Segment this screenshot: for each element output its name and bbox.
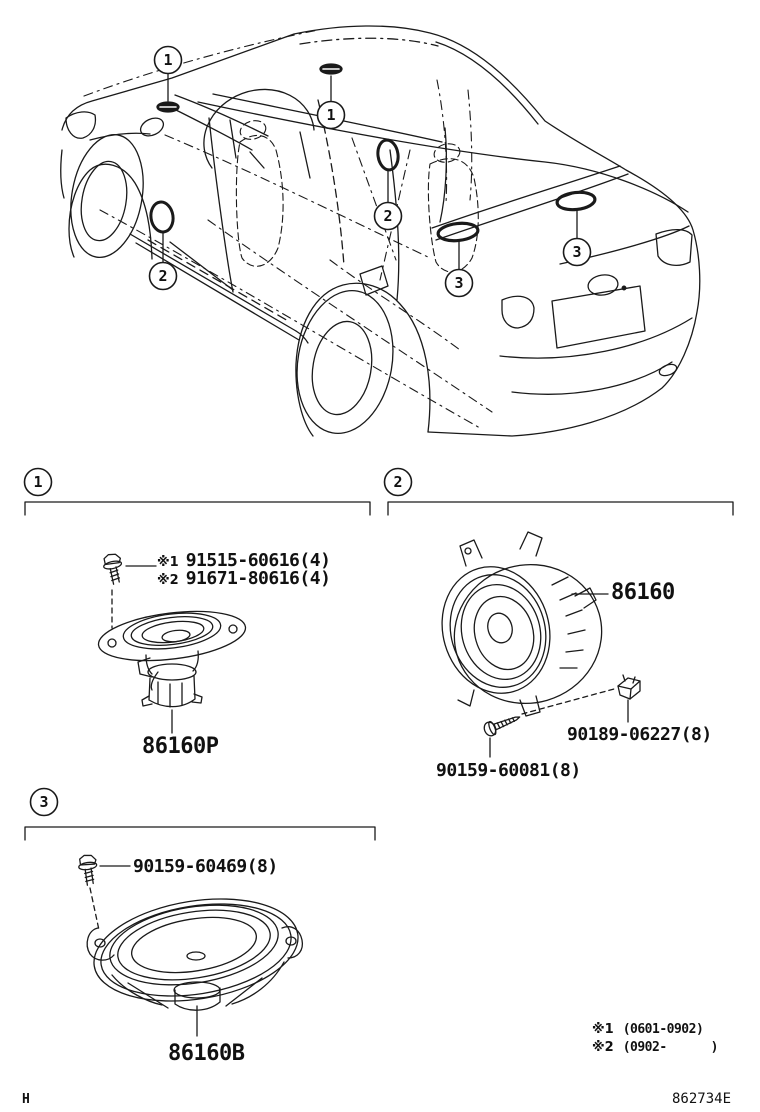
callout-number-1a: 1 bbox=[163, 51, 173, 69]
footer-figure-code: 862734E bbox=[672, 1091, 732, 1107]
section-2-header bbox=[385, 469, 734, 516]
legend-range-1: (0601-0902) bbox=[622, 1022, 704, 1037]
legend-marker-1: ※1 bbox=[592, 1022, 614, 1037]
screw-icon bbox=[482, 711, 522, 738]
section-3-number: 3 bbox=[39, 793, 49, 811]
part-number-90159-60081: 90159-60081(8) bbox=[436, 760, 581, 781]
door-speaker-marker-front bbox=[149, 201, 175, 234]
reference-marker-1: ※1 bbox=[157, 555, 179, 570]
section-2-number: 2 bbox=[393, 473, 403, 491]
part-number-90159-60469: 90159-60469(8) bbox=[133, 856, 278, 877]
callout-number-3b: 3 bbox=[572, 243, 582, 261]
section-1-number: 1 bbox=[33, 473, 43, 491]
taillight-left bbox=[502, 296, 534, 328]
rear-speaker-drawing bbox=[77, 854, 305, 1036]
legend-marker-2: ※2 bbox=[592, 1040, 614, 1055]
clip-icon bbox=[618, 675, 640, 699]
callout-number-3a: 3 bbox=[454, 274, 464, 292]
part-number-91515: 91515-60616(4) bbox=[185, 550, 331, 571]
callout-number-2a: 2 bbox=[158, 267, 168, 285]
section-1-header bbox=[25, 469, 371, 516]
part-label-86160P: 86160P bbox=[142, 734, 219, 759]
legend-row-1 bbox=[592, 1022, 703, 1037]
door-speaker-marker-rear bbox=[376, 139, 400, 171]
legend-row-2 bbox=[592, 1040, 718, 1055]
callout-number-1b: 1 bbox=[326, 106, 336, 124]
part-label-86160B: 86160B bbox=[168, 1041, 245, 1066]
front-wheel bbox=[62, 129, 152, 263]
bolt-icon bbox=[77, 854, 99, 886]
legend-range-2: (0902- ) bbox=[622, 1040, 718, 1055]
car-illustration bbox=[61, 26, 700, 441]
note-row-2 bbox=[157, 568, 330, 589]
reference-marker-2: ※2 bbox=[157, 573, 179, 588]
taillight-right bbox=[656, 230, 692, 266]
part-number-91671: 91671-80616(4) bbox=[185, 568, 331, 589]
shelf-speaker-marker-right bbox=[556, 191, 596, 212]
tweeter-marker-left bbox=[157, 102, 179, 112]
bolt-icon bbox=[101, 552, 125, 585]
section-3-header bbox=[25, 789, 375, 841]
dashboard bbox=[172, 89, 314, 178]
speaker-markers bbox=[149, 64, 596, 243]
side-mirror bbox=[138, 115, 167, 140]
headlight bbox=[66, 112, 95, 138]
part-number-90189: 90189-06227(8) bbox=[567, 724, 712, 745]
tweeter-marker-right bbox=[320, 64, 342, 74]
callout-number-2b: 2 bbox=[383, 207, 393, 225]
exhaust-tip bbox=[658, 362, 678, 378]
seats-phantom bbox=[236, 118, 478, 272]
emblem bbox=[587, 273, 619, 297]
footer-page-code: H bbox=[22, 1092, 30, 1107]
part-label-86160: 86160 bbox=[611, 580, 675, 605]
